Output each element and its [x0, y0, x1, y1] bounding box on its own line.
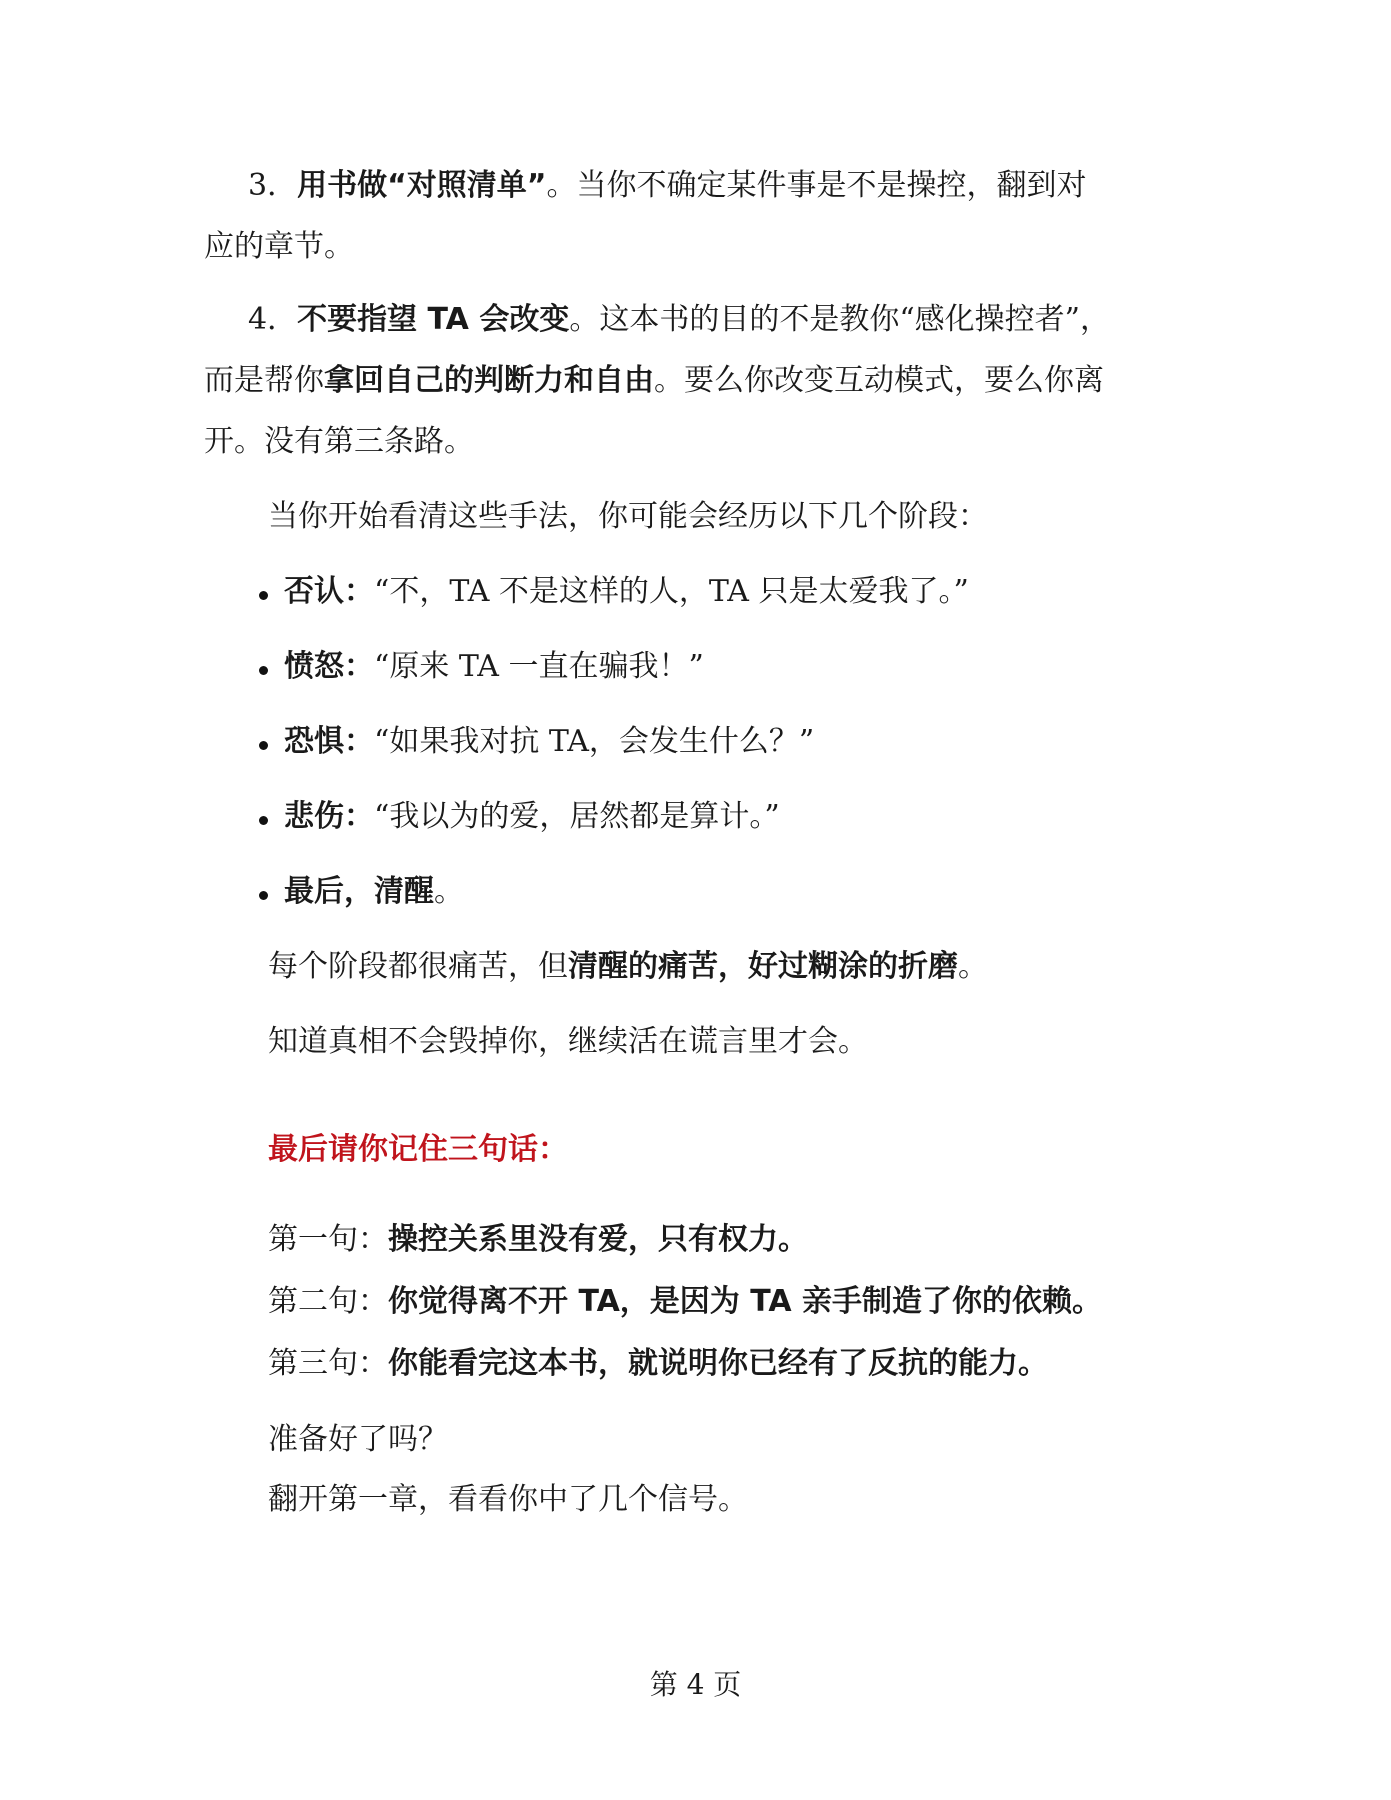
bullet-dot	[259, 741, 268, 750]
stage-label: 恐惧：	[284, 724, 374, 759]
pain-bold: 清醒的痛苦，好过糊涂的折磨	[568, 949, 958, 984]
item-3-title: 用书做“对照清单”	[297, 168, 547, 203]
item-4-line-1	[248, 300, 1110, 340]
pain-post: 。	[958, 949, 988, 984]
stage-item-awakening	[284, 872, 464, 912]
item-3-line-2: 应的章节。	[204, 229, 354, 264]
stage-item-denial	[284, 572, 969, 612]
item-4-line-2-post: 。要么你改变互动模式，要么你离	[654, 363, 1104, 398]
item-4-line-2	[204, 361, 1104, 401]
item-4-text: 。这本书的目的不是教你“感化操控者”，	[569, 302, 1111, 337]
item-4-line-2-bold: 拿回自己的判断力和自由	[324, 363, 654, 398]
item-4-line-3: 开。没有第三条路。	[204, 424, 474, 459]
item-3-text: 。当你不确定某件事是不是操控，翻到对	[546, 168, 1087, 203]
stage-text: “不，TA 不是这样的人，TA 只是太爱我了。”	[374, 574, 969, 609]
page-number: 第 4 页	[649, 1668, 742, 1701]
stage-text: 。	[434, 874, 464, 909]
bullet-dot	[259, 816, 268, 825]
sentence-1	[268, 1220, 808, 1260]
remember-heading: 最后请你记住三句话：	[268, 1132, 568, 1167]
bullet-dot	[259, 591, 268, 600]
sentence-prefix: 第三句：	[268, 1346, 388, 1381]
stage-item-sadness	[284, 797, 780, 837]
sentence-text: 操控关系里没有爱，只有权力。	[388, 1222, 808, 1257]
item-3-line-1	[248, 166, 1087, 206]
stage-item-anger	[284, 647, 704, 687]
stage-item-fear	[284, 722, 814, 762]
bullet-dot	[259, 666, 268, 675]
sentence-3	[268, 1344, 1048, 1384]
sentence-text: 你能看完这本书，就说明你已经有了反抗的能力。	[388, 1346, 1048, 1381]
sentence-text: 你觉得离不开 TA，是因为 TA 亲手制造了你的依赖。	[388, 1284, 1103, 1319]
item-4-number: 4．	[248, 302, 298, 337]
pain-pre: 每个阶段都很痛苦，但	[268, 949, 568, 984]
item-4-line-2-pre: 而是帮你	[204, 363, 324, 398]
stage-label: 愤怒：	[284, 649, 374, 684]
stage-text: “原来 TA 一直在骗我！”	[374, 649, 704, 684]
item-3-number: 3．	[248, 168, 298, 203]
sentence-prefix: 第一句：	[268, 1222, 388, 1257]
stage-text: “如果我对抗 TA，会发生什么？”	[374, 724, 815, 759]
ready-line: 准备好了吗？	[268, 1422, 448, 1457]
bullet-dot	[259, 891, 268, 900]
stage-label: 否认：	[284, 574, 374, 609]
pain-line	[268, 947, 988, 987]
sentence-2	[268, 1282, 1102, 1322]
truth-line: 知道真相不会毁掉你，继续活在谎言里才会。	[268, 1024, 868, 1059]
sentence-prefix: 第二句：	[268, 1284, 388, 1319]
stage-label: 悲伤：	[284, 799, 374, 834]
stage-label: 最后，清醒	[284, 874, 434, 909]
item-4-title: 不要指望 TA 会改变	[297, 302, 570, 337]
open-chapter-line: 翻开第一章，看看你中了几个信号。	[268, 1482, 748, 1517]
stage-text: “我以为的爱，居然都是算计。”	[374, 799, 780, 834]
stages-intro: 当你开始看清这些手法，你可能会经历以下几个阶段：	[268, 499, 988, 534]
